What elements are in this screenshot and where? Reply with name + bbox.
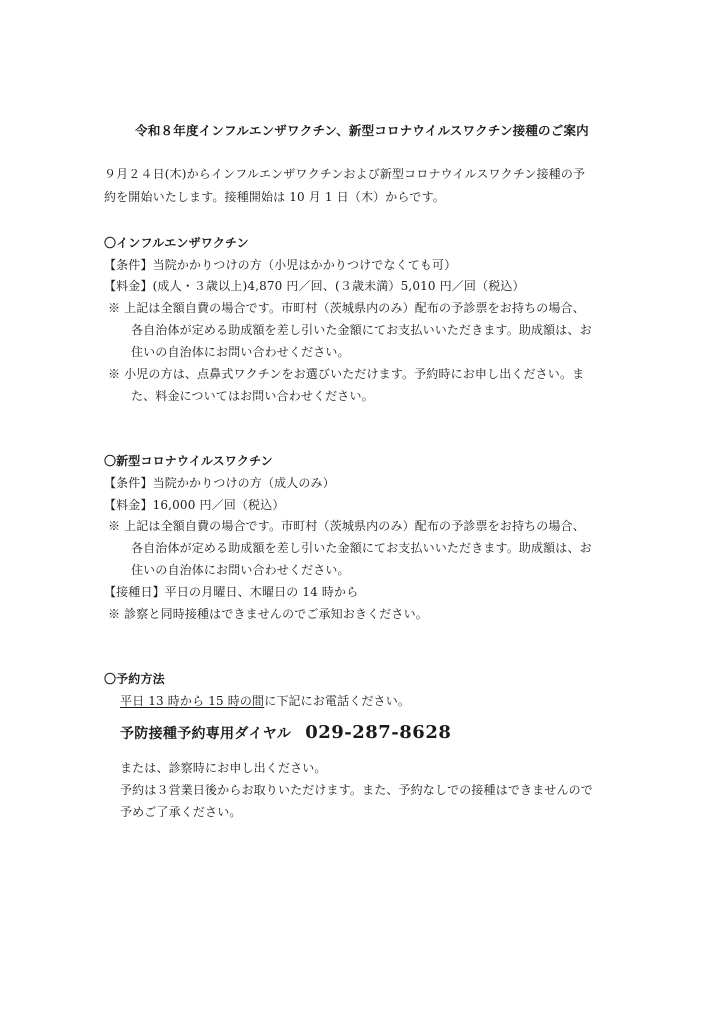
covid-note-1: ※ 上記は全額自費の場合です。市町村（茨城県内のみ）配布の予診票をお持ちの場合、 (108, 519, 585, 533)
influenza-condition: 【条件】当院かかりつけの方（小児はかかりつけでなくても可） (104, 258, 457, 272)
dial-label: 予防接種予約専用ダイヤル (120, 726, 292, 742)
reservation-line-1: または、診察時にお申し出ください。 (120, 761, 327, 775)
covid-note-1-cont2: 住いの自治体にお問い合わせください。 (131, 563, 350, 577)
document-title: 令和８年度インフルエンザワクチン、新型コロナウイルスワクチン接種のご案内 (135, 123, 589, 138)
influenza-note-1: ※ 上記は全額自費の場合です。市町村（茨城県内のみ）配布の予診票をお持ちの場合、 (108, 301, 585, 315)
intro-line-2: 約を開始いたします。接種開始は 10 月 1 日（木）からです。 (104, 190, 445, 204)
influenza-note-1-cont: 各自治体が定める助成額を差し引いた金額にてお支払いいただきます。助成額は、お (131, 323, 592, 337)
covid-condition: 【条件】当院かかりつけの方（成人のみ） (104, 476, 335, 490)
reservation-heading: 〇予約方法 (104, 672, 165, 686)
influenza-note-2: ※ 小児の方は、点鼻式ワクチンをお選びいただけます。予約時にお申し出ください。ま (108, 367, 585, 381)
dial-phone-number[interactable]: 029-287-8628 (305, 722, 452, 743)
covid-fee: 【料金】16,000 円／回（税込） (104, 498, 285, 512)
covid-heading: 〇新型コロナウイルスワクチン (104, 454, 273, 468)
reservation-line-3: 予めご了承ください。 (120, 805, 242, 819)
influenza-heading: 〇インフルエンザワクチン (104, 236, 249, 250)
reservation-dial (120, 722, 451, 743)
intro-line-1: ９月２４日(木)からインフルエンザワクチンおよび新型コロナウイルスワクチン接種の予 (104, 167, 586, 181)
reservation-line-2: 予約は３営業日後からお取りいただけます。また、予約なしでの接種はできませんので (120, 783, 593, 797)
influenza-note-1-cont2: 住いの自治体にお問い合わせください。 (131, 345, 350, 359)
reservation-call-hours (120, 693, 410, 709)
covid-note-2: ※ 診察と同時接種はできませんのでご承知おきください。 (108, 607, 428, 621)
reservation-call-hours-rest: に下記にお電話ください。 (264, 694, 411, 708)
reservation-call-hours-underlined: 平日 13 時から 15 時の間 (120, 694, 265, 708)
covid-vaccination-day: 【接種日】平日の月曜日、木曜日の 14 時から (104, 585, 359, 599)
covid-note-1-cont: 各自治体が定める助成額を差し引いた金額にてお支払いいただきます。助成額は、お (131, 541, 592, 555)
influenza-fee: 【料金】(成人・３歳以上)4,870 円／回、(３歳未満）5,010 円／回（税込） (104, 279, 525, 293)
influenza-note-2-cont: た、料金についてはお問い合わせください。 (131, 389, 374, 403)
